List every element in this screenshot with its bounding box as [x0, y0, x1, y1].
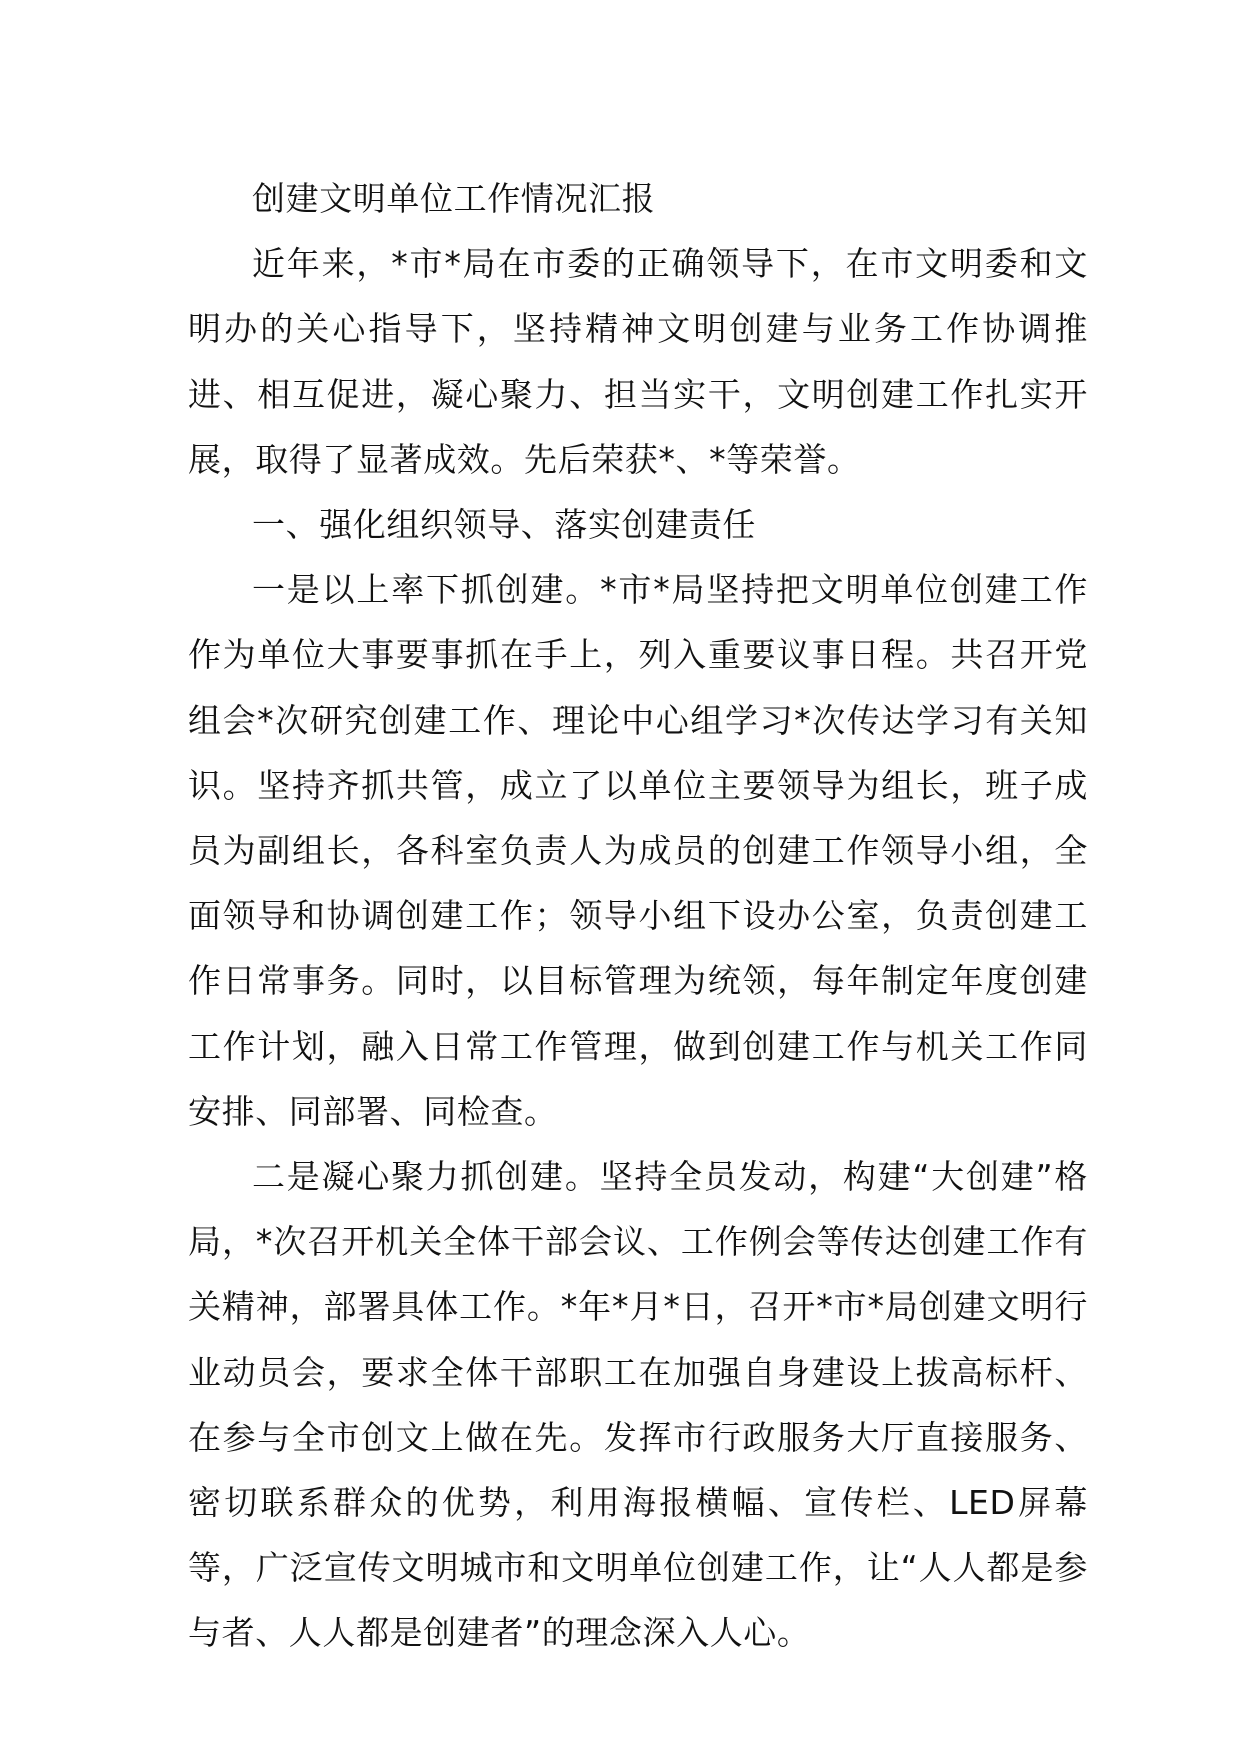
paragraph-intro: 近年来，*市*局在市委的正确领导下，在市文明委和文明办的关心指导下，坚持精神文明创建与业务工作协调推进、相互促进，凝心聚力、担当实干，文明创建工作扎实开展，取得了显著成效。先后荣获*、*等荣誉。	[188, 244, 1088, 479]
paragraph-mobilization: 二是凝心聚力抓创建。坚持全员发动，构建“大创建”格局，*次召开机关全体干部会议、工作例会等传达创建工作有关精神，部署具体工作。*年*月*日，召开*市*局创建文明行业动员会，要求全体干部职工在加强自身建设上拔高标杆、在参与全市创文上做在先。发挥市行政服务大厅直接服务、密切联系群众的优势，利用海报横幅、宣传栏、LED屏幕等，广泛宣传文明城市和文明单位创建工作，让“人人都是参与者、人人都是创建者”的理念深入人心。	[188, 1157, 1088, 1653]
document-title: 创建文明单位工作情况汇报	[252, 179, 656, 218]
section-heading-1: 一、强化组织领导、落实创建责任	[252, 505, 756, 545]
document-body	[188, 166, 1088, 1666]
paragraph-leadership: 一是以上率下抓创建。*市*局坚持把文明单位创建工作作为单位大事要事抓在手上，列入重要议事日程。共召开党组会*次研究创建工作、理论中心组学习*次传达学习有关知识。坚持齐抓共管，成立了以单位主要领导为组长，班子成员为副组长，各科室负责人为成员的创建工作领导小组，全面领导和协调创建工作；领导小组下设办公室，负责创建工作日常事务。同时，以目标管理为统领，每年制定年度创建工作计划，融入日常工作管理，做到创建工作与机关工作同安排、同部署、同检查。	[188, 570, 1088, 1131]
